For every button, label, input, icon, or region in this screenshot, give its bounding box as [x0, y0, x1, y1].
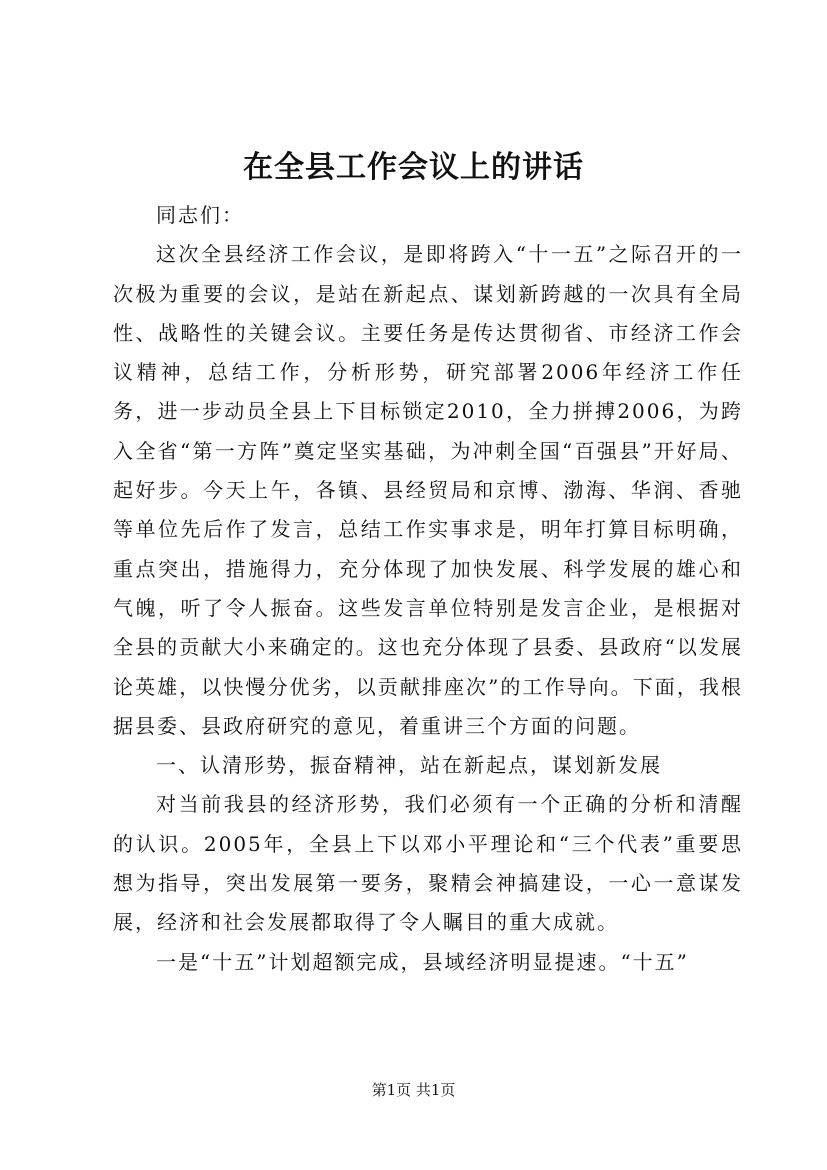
page-footer: 第1页 共1页: [371, 1081, 456, 1099]
paragraph-2: 对当前我县的经济形势，我们必须有一个正确的分析和清醒的认识。2005年，全县上下以邓小平理论和“三个代表”重要思想为指导，突出发展第一要务，聚精会神搞建设，一心一意谋发展，经济和社会发展都取得了令人瞩目的重大成就。: [113, 792, 743, 935]
paragraph-1: 这次全县经济工作会议，是即将跨入“十一五”之际召开的一次极为重要的会议，是站在新起点、谋划新跨越的一次具有全局性、战略性的关键会议。主要任务是传达贯彻省、市经济工作会议精神，总结工作，分析形势，研究部署2006年经济工作任务，进一步动员全县上下目标锁定2010，全力拼搏2006，为跨入全省“第一方阵”奠定坚实基础，为冲刺全国“百强县”开好局、起好步。今天上午，各镇、县经贸局和京博、渤海、华润、香驰等单位先后作了发言，总结工作实事求是，明年打算目标明确，重点突出，措施得力，充分体现了加快发展、科学发展的雄心和气魄，听了令人振奋。这些发言单位特别是发言企业，是根据对全县的贡献大小来确定的。这也充分体现了县委、县政府“以发展论英雄，以快慢分优劣，以贡献排座次”的工作导向。下面，我根据县委、县政府研究的意见，着重讲三个方面的问题。: [113, 242, 743, 738]
paragraph-3: 一是“十五”计划超额完成，县域经济明显提速。“十五”: [156, 949, 689, 974]
document-body: [113, 196, 743, 982]
document-title: 在全县工作会议上的讲话: [243, 150, 584, 185]
section-heading-1: 一、认清形势，振奋精神，站在新起点，谋划新发展: [156, 753, 662, 778]
salutation: 同志们：: [156, 203, 244, 227]
